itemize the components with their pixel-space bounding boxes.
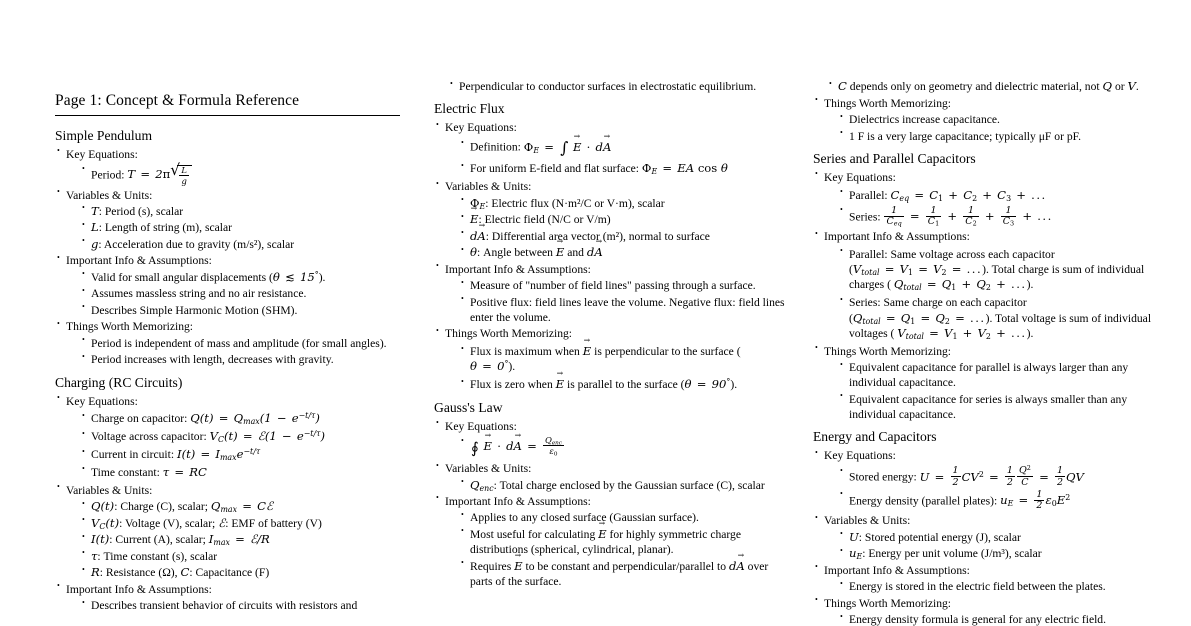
continued-sublist-column-3	[813, 79, 1164, 94]
list-item-memorize-capacitance	[813, 96, 1164, 144]
label-important-energy: Important Info & Assumptions:	[824, 563, 970, 577]
equation-stored-energy: • Stored energy: U = $\frac{1}{2}$ $CV^2$ = $\frac{1}{2}$ $\frac{Q^2}{C}$ = $\frac{1}{2}$ QV	[838, 466, 1164, 487]
bullet-perpendicular-conductor: • Perpendicular to conductor surfaces in electrostatic equilibrium.	[448, 79, 785, 94]
section-heading-charging-rc: Charging (RC Circuits)	[55, 374, 183, 390]
list-item-memorize	[55, 319, 406, 367]
list-item-important-flux	[434, 262, 785, 326]
column-2	[434, 78, 785, 626]
equation-gauss-law	[459, 436, 785, 458]
important-shm: • Describes Simple Harmonic Motion (SHM).	[80, 303, 406, 318]
label-key-equations: Key Equations:	[66, 147, 138, 161]
section-list-gauss-law	[434, 419, 785, 590]
variables-list-energy	[824, 530, 1164, 562]
memorize-parallel-larger: • Equivalent capacitance for parallel is always larger than any individual capacitance.	[838, 360, 1164, 391]
section-heading-gauss-law: Gauss's Law	[434, 399, 503, 415]
variable-U: • U: Stored potential energy (J), scalar	[838, 530, 1164, 545]
label-important-info: Important Info & Assumptions:	[66, 254, 212, 268]
label-variables-flux: Variables & Units:	[445, 180, 532, 194]
list-item-key-equations-flux	[434, 120, 785, 176]
section-heading-series-parallel: Series and Parallel Capacitors	[813, 150, 976, 166]
key-equations-list-sp	[824, 188, 1164, 227]
list-item-important-rc	[55, 582, 406, 614]
equation-series-capacitors: • Series: $\frac{1}{C_{eq}}$ = $\frac{1}{C_1}$ + $\frac{1}{C_2}$ + $\frac{1}{C_3}$ + ...	[838, 206, 1164, 227]
equation-current-circuit: • Current in circuit: $I(t) = I_{max}e^{-t/\tau}$	[80, 447, 406, 462]
memorize-flux-zero: • Flux is zero when E → is parallel to the surface (θ = 90°).	[459, 377, 785, 392]
memorize-list-capacitance	[824, 112, 1164, 144]
key-equations-list-energy	[824, 466, 1164, 511]
continued-sublist-column-2	[434, 79, 785, 94]
memorize-flux-maximum: • Flux is maximum when E → is perpendicular to the surface ( θ = 0°).	[459, 344, 785, 375]
variables-list-flux	[445, 196, 785, 261]
section-list-charging-rc	[55, 394, 406, 614]
page-title: Page 1: Concept & Formula Reference	[55, 92, 300, 109]
important-list-rc	[66, 598, 406, 613]
memorize-list-sp	[824, 360, 1164, 422]
list-item-key-equations-gauss	[434, 419, 785, 459]
important-list-gauss	[445, 510, 785, 589]
label-key-equations-rc: Key Equations:	[66, 394, 138, 408]
memorize-list-flux	[445, 344, 785, 392]
key-equations-list	[66, 165, 406, 185]
equation-flux-uniform: • For uniform E-field and flat surface: $\Phi_E$ = EA cos θ	[459, 161, 785, 176]
variable-tau: • τ: Time constant (s), scalar	[80, 549, 406, 564]
variable-It: • I(t): Current (A), scalar; $I_{max}$ = ℰ/R	[80, 532, 406, 547]
three-column-body	[55, 78, 1165, 626]
important-series-charge: • Series: Same charge on each capacitor ($Q_{total} = Q_1 = Q_2$ = ...). Total voltage is sum of individual voltages ( $V_{total} = V_1 + V_2$ + ...).	[838, 295, 1164, 341]
continued-list-column-3	[813, 79, 1164, 144]
math-series-formula: $\frac{1}{C_{eq}}$ = $\frac{1}{C_1}$ + $\frac{1}{C_2}$ + $\frac{1}{C_3}$ + ...	[886, 204, 1053, 228]
equation-flux-definition: • Definition: $\Phi_E$ = ∫ E → · dA →	[459, 138, 785, 159]
math-energy-density: $u_E$ = $\frac{1}{2}$ $\varepsilon_0E^2$	[1000, 488, 1071, 512]
math-voltage-formula: $V_C(t)$ = ℰ(1 − $e^{-t/\tau}$)	[209, 429, 325, 445]
important-list-energy	[824, 579, 1164, 594]
variable-R-C: • R: Resistance (Ω), C: Capacitance (F)	[80, 565, 406, 580]
section-heading-energy-capacitors: Energy and Capacitors	[813, 429, 937, 445]
math-current-formula: $I(t) = I_{max}e^{-t/\tau}$	[176, 447, 261, 462]
label-memorize-sp: Things Worth Memorizing:	[824, 344, 952, 358]
label-important-rc: Important Info & Assumptions:	[66, 582, 212, 596]
section-heading-electric-flux: Electric Flux	[434, 101, 505, 117]
label-key-equations-sp: Key Equations:	[824, 170, 896, 184]
equation-energy-density: • Energy density (parallel plates): $u_E$ = $\frac{1}{2}$ $\varepsilon_0E^2$	[838, 490, 1164, 511]
list-item-memorize-energy	[813, 596, 1164, 626]
label-important-flux: Important Info & Assumptions:	[445, 262, 591, 276]
math-flux-uniform: $\Phi_E$ = EA cos θ	[641, 161, 728, 177]
memorize-list-energy	[824, 612, 1164, 626]
variable-Qt: • Q(t): Charge (C), scalar; $Q_{max}$ = Cℰ	[80, 499, 406, 514]
list-item-important-info	[55, 253, 406, 318]
list-item-key-equations	[55, 147, 406, 185]
list-item-memorize-sp	[813, 344, 1164, 423]
variable-Q-enc: • $Q_{enc}$: Total charge enclosed by the Gaussian surface (C), scalar	[459, 478, 785, 493]
important-massless-string: • Assumes massless string and no air resistance.	[80, 286, 406, 301]
memorize-dielectrics: • Dielectrics increase capacitance.	[838, 112, 1164, 127]
equation-parallel-capacitors: • Parallel: $C_{eq} = C_1 + C_2 + C_3$ + ...	[838, 188, 1164, 203]
important-list-flux	[445, 278, 785, 325]
label-variables-units: Variables & Units:	[66, 188, 153, 202]
memorize-independent-mass: • Period is independent of mass and amplitude (for small angles).	[80, 336, 406, 351]
important-requires-constant: • Requires E → to be constant and perpendicular/parallel to dA → over parts of the surface.	[459, 559, 785, 590]
equation-time-constant: • Time constant: τ = RC	[80, 465, 406, 480]
math-flux-definition: $\Phi_E$ = ∫ E → · dA →	[524, 140, 612, 154]
list-item-variables-gauss	[434, 461, 785, 493]
variable-E-field: • E →: Electric field (N/C or V/m)	[459, 212, 785, 227]
label-key-equations-flux: Key Equations:	[445, 121, 517, 135]
label-memorize-capacitance: Things Worth Memorizing:	[824, 96, 952, 110]
label-variables-rc: Variables & Units:	[66, 483, 153, 497]
math-tau-formula: τ = RC	[162, 464, 207, 479]
important-rc-transient-clipped: • Describes transient behavior of circuits with resistors and	[80, 598, 406, 613]
math-stored-energy: U = $\frac{1}{2}$ $CV^2$ = $\frac{1}{2}$ $\frac{Q^2}{C}$ = $\frac{1}{2}$ QV	[919, 464, 1084, 488]
memorize-energy-density-general: • Energy density formula is general for any electric field.	[838, 612, 1164, 626]
important-symmetric-distributions: • Most useful for calculating E → for highly symmetric charge distributions (spherical, cylindrical, planar).	[459, 527, 785, 558]
important-info-list	[66, 270, 406, 318]
memorize-farad-large: • 1 F is a very large capacitance; typically μF or pF.	[838, 129, 1164, 144]
list-item-key-equations-sp	[813, 170, 1164, 227]
variables-list-rc	[66, 499, 406, 580]
label-variables-energy: Variables & Units:	[824, 514, 911, 528]
variable-phi-E: • $\Phi_E$: Electric flux (N·m²/C or V·m), scalar	[459, 196, 785, 211]
list-item-variables-flux	[434, 179, 785, 260]
section-list-series-parallel	[813, 170, 1164, 423]
math-period-formula: T = 2π √ $\frac{L}{g}$	[127, 167, 192, 181]
memorize-period-length: • Period increases with length, decreases with gravity.	[80, 352, 406, 367]
equation-voltage-capacitor: • Voltage across capacitor: $V_C(t)$ = ℰ(1 − $e^{-t/\tau}$)	[80, 429, 406, 444]
important-closed-surface: • Applies to any closed surface (Gaussian surface).	[459, 510, 785, 525]
list-item-variables-units	[55, 188, 406, 253]
variable-T: • T: Period (s), scalar	[80, 204, 406, 219]
variable-g: • g: Acceleration due to gravity (m/s²), scalar	[80, 237, 406, 252]
list-item-variables-energy	[813, 513, 1164, 561]
label-important-sp: Important Info & Assumptions:	[824, 230, 970, 244]
variable-uE: • $u_E$: Energy per unit volume (J/m³), scalar	[838, 546, 1164, 561]
variable-theta-flux: • θ: Angle between E → and dA →	[459, 245, 785, 260]
list-item-key-equations-rc	[55, 394, 406, 480]
math-gauss-law: ∮ E → · dA → = $\frac{Q_{enc}}{\varepsilon_0}$	[470, 439, 565, 453]
section-list-energy-capacitors	[813, 448, 1164, 626]
key-equations-list-flux	[445, 138, 785, 176]
label-key-equations-gauss: Key Equations:	[445, 419, 517, 433]
important-energy-stored-field: • Energy is stored in the electric field between the plates.	[838, 579, 1164, 594]
variable-Vc: • $V_C(t)$: Voltage (V), scalar; ℰ: EMF of battery (V)	[80, 516, 406, 531]
math-parallel-formula: $C_{eq} = C_1 + C_2 + C_3$ + ...	[890, 187, 1047, 203]
key-equations-list-gauss	[445, 436, 785, 458]
list-item-important-gauss	[434, 494, 785, 589]
continued-list-column-2	[434, 79, 785, 94]
section-list-electric-flux	[434, 120, 785, 392]
label-memorize: Things Worth Memorizing:	[66, 320, 194, 334]
variables-list-gauss	[445, 478, 785, 493]
label-variables-gauss: Variables & Units:	[445, 462, 532, 476]
variable-L: • L: Length of string (m), scalar	[80, 220, 406, 235]
important-parallel-voltage: • Parallel: Same voltage across each capacitor ($V_{total} = V_1 = V_2$ = ...). Total charge is sum of individual charges ( $Q_{total} = Q_1 + Q_2$ + ...).	[838, 247, 1164, 293]
important-positive-negative-flux: • Positive flux: field lines leave the volume. Negative flux: field lines enter the volume.	[459, 295, 785, 326]
label-memorize-energy: Things Worth Memorizing:	[824, 596, 952, 610]
bullet-capacitance-geometry: • C depends only on geometry and dielectric material, not Q or V.	[827, 79, 1164, 94]
list-item-key-equations-energy	[813, 448, 1164, 510]
label-memorize-flux: Things Worth Memorizing:	[445, 327, 573, 341]
label-important-gauss: Important Info & Assumptions:	[445, 494, 591, 508]
equation-pendulum-period: • Period: T = 2π √ $\frac{L}{g}$	[80, 165, 406, 185]
variables-list	[66, 204, 406, 252]
important-field-lines-measure: • Measure of "number of field lines" passing through a surface.	[459, 278, 785, 293]
key-equations-list-rc	[66, 411, 406, 480]
memorize-series-smaller: • Equivalent capacitance for series is always smaller than any individual capacitance.	[838, 392, 1164, 423]
math-charge-formula: $Q(t) = Q_{max}(1 - e^{-t/\tau})$	[190, 411, 320, 427]
variable-dA: • dA →: Differential area vector (m²), normal to surface	[459, 229, 785, 244]
label-key-equations-energy: Key Equations:	[824, 449, 896, 463]
list-item-important-energy	[813, 563, 1164, 595]
list-item-important-sp	[813, 229, 1164, 341]
memorize-list	[66, 336, 406, 368]
list-item-memorize-flux	[434, 326, 785, 392]
important-small-angle: • Valid for small angular displacements (θ ≲ 15°).	[80, 270, 406, 285]
equation-charge-capacitor: • Charge on capacitor: $Q(t) = Q_{max}(1 - e^{-t/\tau})$	[80, 411, 406, 426]
section-list-simple-pendulum	[55, 147, 406, 368]
section-heading-simple-pendulum: Simple Pendulum	[55, 128, 153, 143]
list-item-variables-rc	[55, 483, 406, 581]
important-list-sp	[824, 247, 1164, 341]
column-1	[55, 78, 406, 626]
column-3	[813, 78, 1164, 626]
